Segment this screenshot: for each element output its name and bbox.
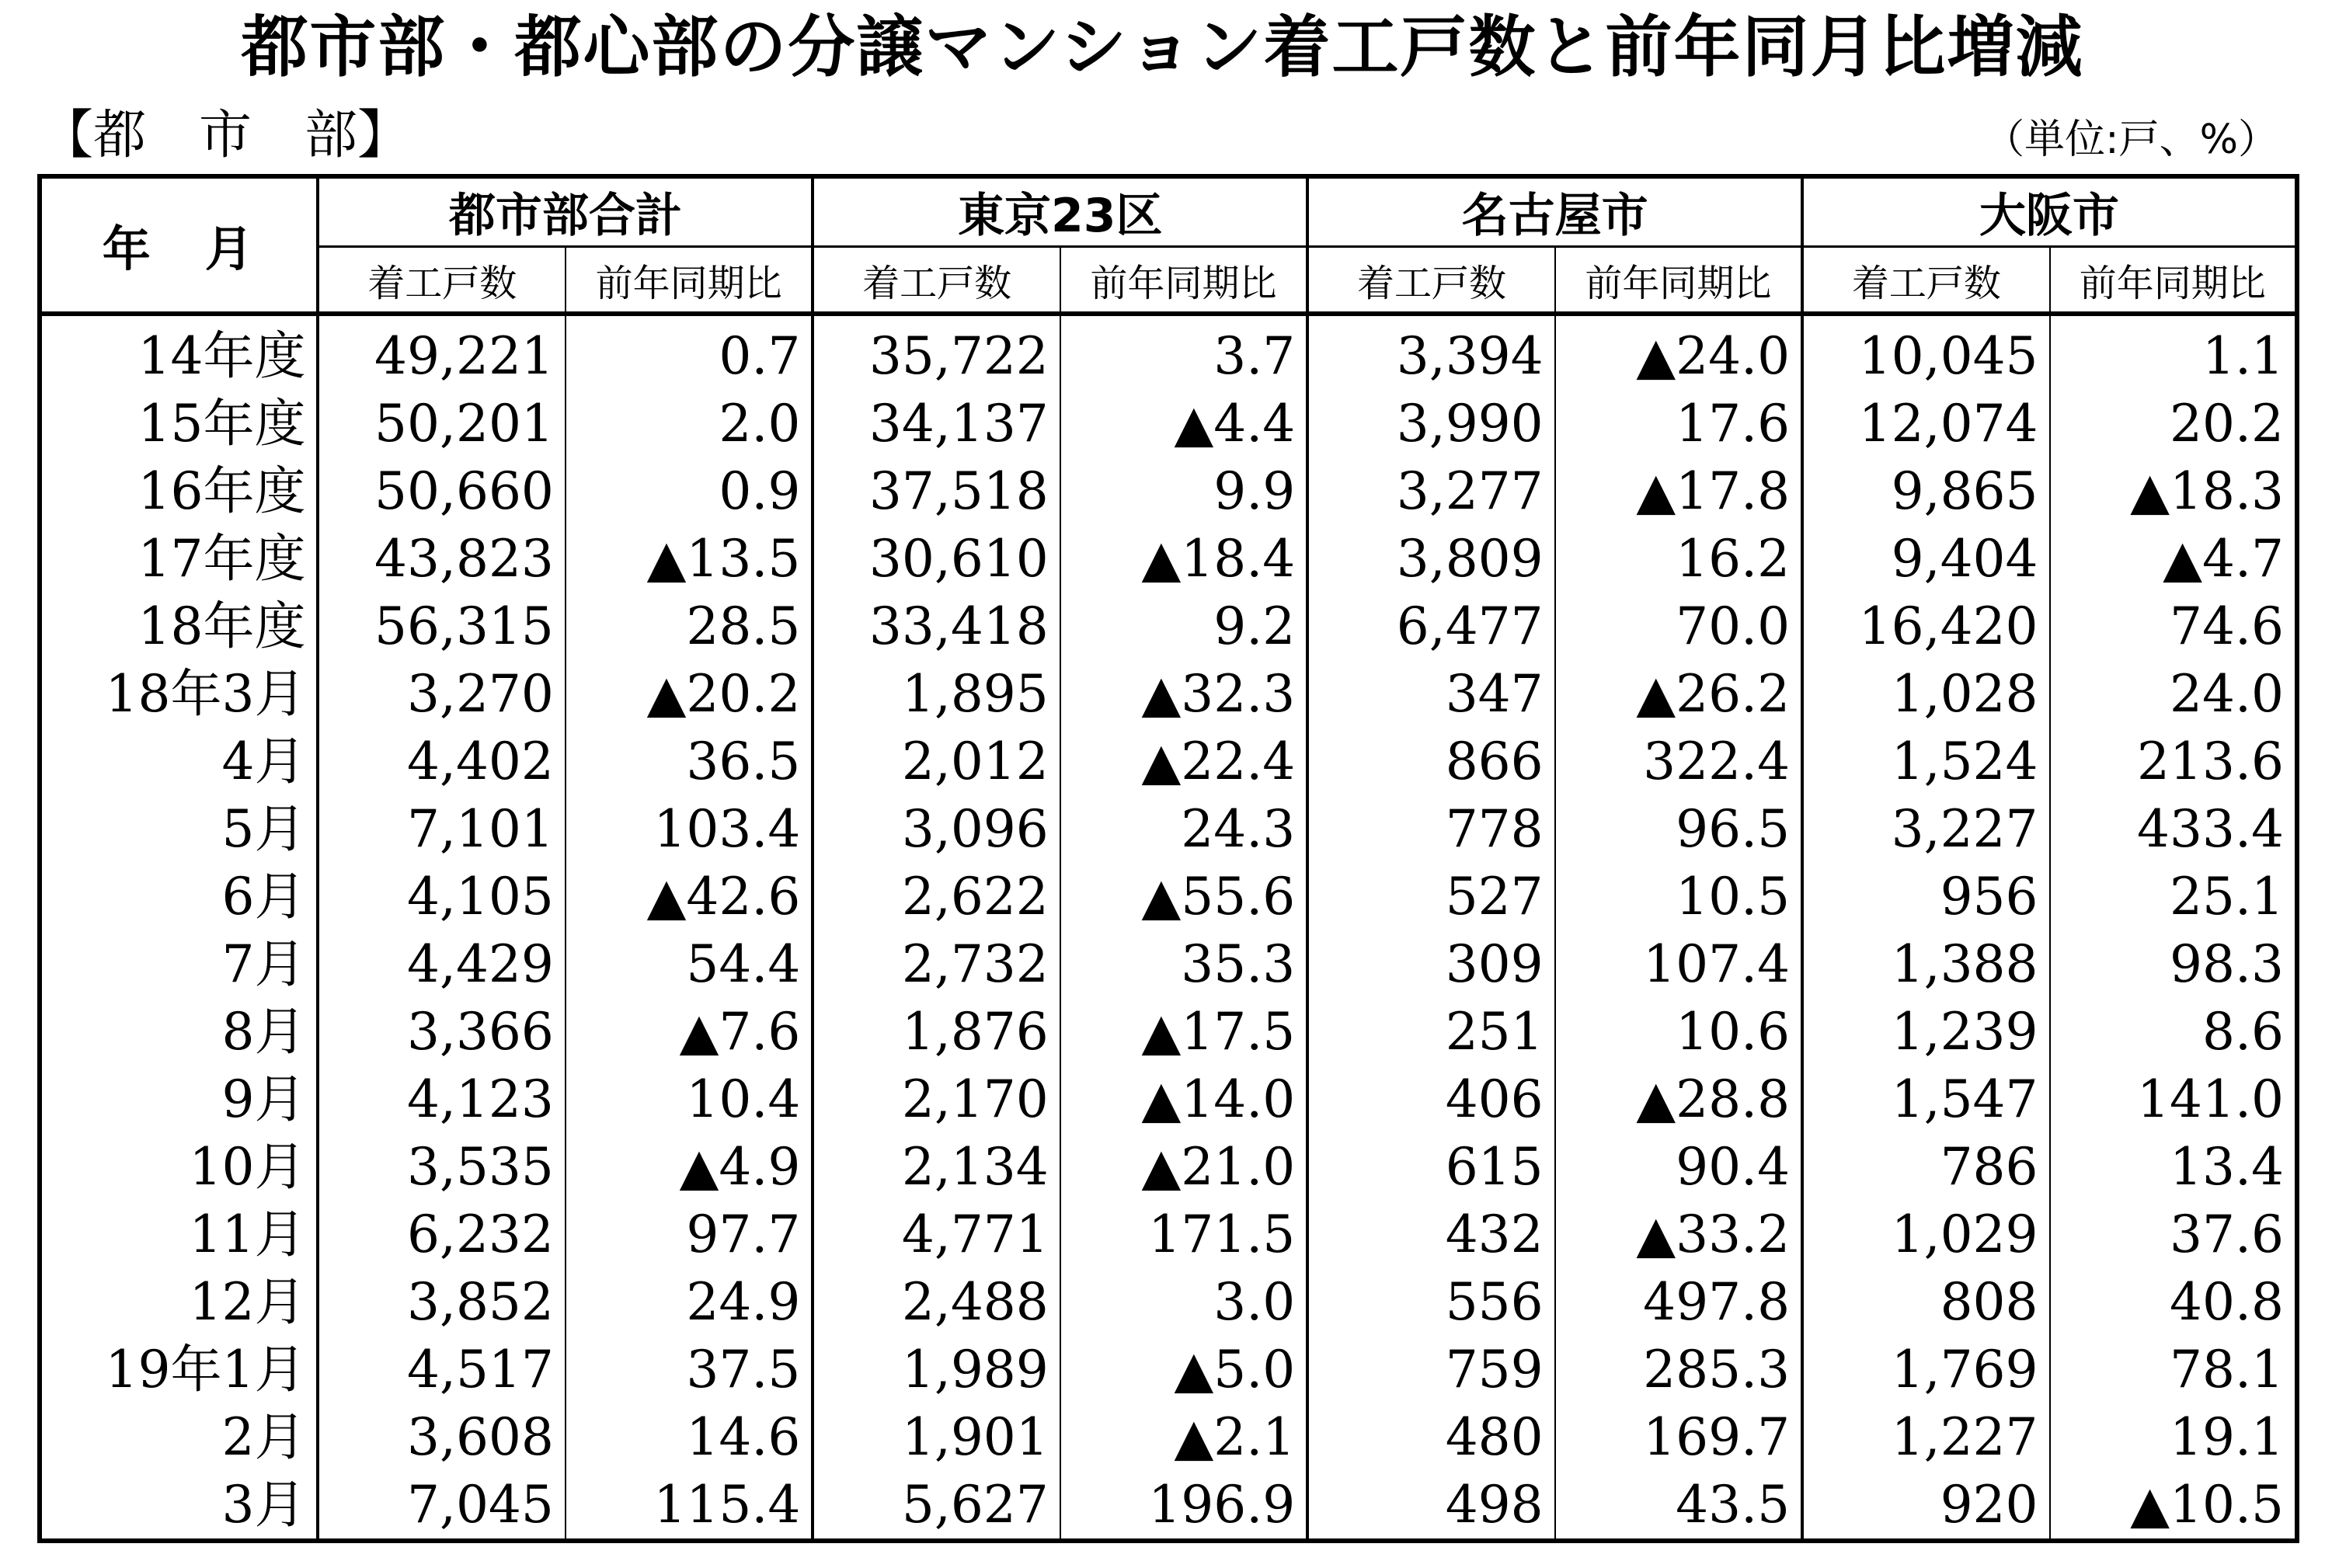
- table-row: [40, 1201, 2297, 1268]
- cell-tokyo-starts: 1,901: [813, 1403, 1060, 1471]
- cell-urban-total-starts: 7,101: [318, 795, 565, 863]
- cell-urban-total-yoy: 0.7: [566, 314, 813, 390]
- cell-urban-total-yoy: 2.0: [566, 390, 813, 457]
- cell-urban-total-yoy: 28.5: [566, 593, 813, 660]
- cell-nagoya-yoy: 107.4: [1555, 930, 1802, 998]
- cell-urban-total-starts: 3,852: [318, 1268, 565, 1336]
- row-label: 12月: [40, 1268, 318, 1336]
- cell-osaka-yoy: 19.1: [2050, 1403, 2297, 1471]
- row-label: 16年度: [40, 457, 318, 525]
- row-label: 7月: [40, 930, 318, 998]
- cell-osaka-yoy: 24.0: [2050, 660, 2297, 728]
- cell-tokyo-yoy: ▲55.6: [1060, 863, 1307, 930]
- cell-urban-total-starts: 4,517: [318, 1336, 565, 1403]
- cell-osaka-starts: 12,074: [1802, 390, 2049, 457]
- cell-urban-total-starts: 3,366: [318, 998, 565, 1066]
- group-header-nagoya: 名古屋市: [1307, 176, 1802, 247]
- cell-nagoya-starts: 759: [1307, 1336, 1554, 1403]
- cell-tokyo-yoy: 35.3: [1060, 930, 1307, 998]
- row-label: 2月: [40, 1403, 318, 1471]
- cell-tokyo-yoy: 9.2: [1060, 593, 1307, 660]
- year-month-header: 年 月: [40, 176, 318, 314]
- cell-nagoya-starts: 406: [1307, 1066, 1554, 1133]
- cell-tokyo-yoy: ▲18.4: [1060, 525, 1307, 593]
- row-label: 10月: [40, 1133, 318, 1201]
- cell-nagoya-starts: 498: [1307, 1471, 1554, 1541]
- cell-osaka-starts: 956: [1802, 863, 2049, 930]
- cell-urban-total-yoy: ▲7.6: [566, 998, 813, 1066]
- row-label: 9月: [40, 1066, 318, 1133]
- unit-label: （単位:戸、%）: [1984, 116, 2278, 163]
- cell-nagoya-yoy: ▲28.8: [1555, 1066, 1802, 1133]
- cell-urban-total-starts: 4,429: [318, 930, 565, 998]
- cell-urban-total-starts: 50,660: [318, 457, 565, 525]
- cell-nagoya-yoy: 70.0: [1555, 593, 1802, 660]
- cell-tokyo-starts: 34,137: [813, 390, 1060, 457]
- cell-tokyo-starts: 35,722: [813, 314, 1060, 390]
- group-header-osaka: 大阪市: [1802, 176, 2297, 247]
- cell-nagoya-yoy: 285.3: [1555, 1336, 1802, 1403]
- cell-tokyo-starts: 4,771: [813, 1201, 1060, 1268]
- cell-osaka-starts: 9,404: [1802, 525, 2049, 593]
- table-row: [40, 1471, 2297, 1541]
- cell-urban-total-yoy: ▲20.2: [566, 660, 813, 728]
- subheader-starts: 着工戸数: [318, 247, 565, 315]
- cell-nagoya-starts: 556: [1307, 1268, 1554, 1336]
- subheader-starts: 着工戸数: [1307, 247, 1554, 315]
- cell-nagoya-starts: 309: [1307, 930, 1554, 998]
- cell-osaka-yoy: 37.6: [2050, 1201, 2297, 1268]
- cell-urban-total-starts: 56,315: [318, 593, 565, 660]
- cell-osaka-starts: 1,769: [1802, 1336, 2049, 1403]
- cell-urban-total-starts: 4,105: [318, 863, 565, 930]
- cell-tokyo-starts: 2,622: [813, 863, 1060, 930]
- cell-tokyo-starts: 1,876: [813, 998, 1060, 1066]
- cell-tokyo-starts: 2,732: [813, 930, 1060, 998]
- cell-osaka-yoy: 78.1: [2050, 1336, 2297, 1403]
- table-row: [40, 930, 2297, 998]
- cell-osaka-yoy: 1.1: [2050, 314, 2297, 390]
- cell-urban-total-starts: 6,232: [318, 1201, 565, 1268]
- table-row: [40, 390, 2297, 457]
- table-row: [40, 863, 2297, 930]
- cell-urban-total-yoy: 115.4: [566, 1471, 813, 1541]
- cell-tokyo-starts: 30,610: [813, 525, 1060, 593]
- cell-tokyo-starts: 2,170: [813, 1066, 1060, 1133]
- cell-osaka-starts: 1,028: [1802, 660, 2049, 728]
- cell-osaka-yoy: 98.3: [2050, 930, 2297, 998]
- cell-osaka-yoy: 141.0: [2050, 1066, 2297, 1133]
- cell-nagoya-yoy: ▲33.2: [1555, 1201, 1802, 1268]
- cell-osaka-starts: 920: [1802, 1471, 2049, 1541]
- cell-tokyo-starts: 5,627: [813, 1471, 1060, 1541]
- cell-osaka-starts: 1,524: [1802, 728, 2049, 795]
- cell-urban-total-yoy: ▲42.6: [566, 863, 813, 930]
- row-label: 18年3月: [40, 660, 318, 728]
- cell-nagoya-starts: 527: [1307, 863, 1554, 930]
- table-row: [40, 998, 2297, 1066]
- cell-osaka-starts: 1,239: [1802, 998, 2049, 1066]
- cell-urban-total-yoy: 103.4: [566, 795, 813, 863]
- table-row: [40, 1403, 2297, 1471]
- cell-nagoya-yoy: 43.5: [1555, 1471, 1802, 1541]
- cell-urban-total-yoy: 14.6: [566, 1403, 813, 1471]
- cell-tokyo-yoy: 24.3: [1060, 795, 1307, 863]
- cell-tokyo-yoy: ▲2.1: [1060, 1403, 1307, 1471]
- cell-osaka-starts: 786: [1802, 1133, 2049, 1201]
- cell-urban-total-yoy: 37.5: [566, 1336, 813, 1403]
- cell-urban-total-yoy: 10.4: [566, 1066, 813, 1133]
- subheader-yoy: 前年同期比: [1060, 247, 1307, 315]
- cell-osaka-yoy: 40.8: [2050, 1268, 2297, 1336]
- cell-osaka-yoy: 8.6: [2050, 998, 2297, 1066]
- cell-nagoya-yoy: 10.6: [1555, 998, 1802, 1066]
- row-label: 19年1月: [40, 1336, 318, 1403]
- cell-osaka-yoy: ▲18.3: [2050, 457, 2297, 525]
- cell-osaka-yoy: 213.6: [2050, 728, 2297, 795]
- cell-osaka-starts: 1,388: [1802, 930, 2049, 998]
- cell-tokyo-starts: 1,989: [813, 1336, 1060, 1403]
- cell-urban-total-starts: 7,045: [318, 1471, 565, 1541]
- cell-nagoya-yoy: 10.5: [1555, 863, 1802, 930]
- cell-urban-total-yoy: 54.4: [566, 930, 813, 998]
- table-row: [40, 1133, 2297, 1201]
- row-label: 11月: [40, 1201, 318, 1268]
- cell-osaka-starts: 1,547: [1802, 1066, 2049, 1133]
- cell-tokyo-yoy: ▲22.4: [1060, 728, 1307, 795]
- cell-urban-total-starts: 3,270: [318, 660, 565, 728]
- row-label: 15年度: [40, 390, 318, 457]
- row-label: 6月: [40, 863, 318, 930]
- group-header-urban-total: 都市部合計: [318, 176, 813, 247]
- table-row: [40, 314, 2297, 390]
- cell-tokyo-yoy: ▲32.3: [1060, 660, 1307, 728]
- cell-nagoya-starts: 3,990: [1307, 390, 1554, 457]
- cell-tokyo-yoy: ▲14.0: [1060, 1066, 1307, 1133]
- cell-tokyo-yoy: 3.0: [1060, 1268, 1307, 1336]
- group-header-tokyo-23-wards: 東京23区: [813, 176, 1307, 247]
- cell-nagoya-starts: 3,809: [1307, 525, 1554, 593]
- cell-nagoya-yoy: 169.7: [1555, 1403, 1802, 1471]
- cell-nagoya-yoy: 17.6: [1555, 390, 1802, 457]
- cell-nagoya-starts: 251: [1307, 998, 1554, 1066]
- cell-osaka-yoy: ▲10.5: [2050, 1471, 2297, 1541]
- cell-nagoya-yoy: 497.8: [1555, 1268, 1802, 1336]
- subheader-yoy: 前年同期比: [2050, 247, 2297, 315]
- cell-osaka-starts: 1,029: [1802, 1201, 2049, 1268]
- row-label: 14年度: [40, 314, 318, 390]
- cell-urban-total-starts: 43,823: [318, 525, 565, 593]
- cell-urban-total-yoy: ▲13.5: [566, 525, 813, 593]
- cell-tokyo-yoy: ▲21.0: [1060, 1133, 1307, 1201]
- table-row: [40, 1268, 2297, 1336]
- cell-urban-total-yoy: 24.9: [566, 1268, 813, 1336]
- table-row: [40, 728, 2297, 795]
- cell-urban-total-yoy: ▲4.9: [566, 1133, 813, 1201]
- table-row: [40, 525, 2297, 593]
- table-row: [40, 1066, 2297, 1133]
- section-label: 【都 市 部】: [40, 105, 411, 166]
- cell-nagoya-starts: 866: [1307, 728, 1554, 795]
- cell-osaka-starts: 808: [1802, 1268, 2049, 1336]
- cell-osaka-yoy: 20.2: [2050, 390, 2297, 457]
- cell-nagoya-starts: 432: [1307, 1201, 1554, 1268]
- cell-urban-total-starts: 3,535: [318, 1133, 565, 1201]
- table-row: [40, 1336, 2297, 1403]
- cell-tokyo-starts: 37,518: [813, 457, 1060, 525]
- table-body: [40, 314, 2297, 1541]
- cell-tokyo-yoy: 9.9: [1060, 457, 1307, 525]
- cell-osaka-yoy: 433.4: [2050, 795, 2297, 863]
- row-label: 17年度: [40, 525, 318, 593]
- subheader-yoy: 前年同期比: [1555, 247, 1802, 315]
- cell-tokyo-starts: 2,488: [813, 1268, 1060, 1336]
- cell-osaka-yoy: ▲4.7: [2050, 525, 2297, 593]
- cell-osaka-yoy: 13.4: [2050, 1133, 2297, 1201]
- cell-urban-total-starts: 49,221: [318, 314, 565, 390]
- cell-nagoya-yoy: ▲26.2: [1555, 660, 1802, 728]
- table-row: [40, 795, 2297, 863]
- cell-urban-total-starts: 4,402: [318, 728, 565, 795]
- row-label: 4月: [40, 728, 318, 795]
- cell-tokyo-yoy: ▲4.4: [1060, 390, 1307, 457]
- cell-nagoya-yoy: 90.4: [1555, 1133, 1802, 1201]
- cell-nagoya-yoy: ▲24.0: [1555, 314, 1802, 390]
- cell-nagoya-starts: 6,477: [1307, 593, 1554, 660]
- cell-nagoya-starts: 347: [1307, 660, 1554, 728]
- table-row: [40, 593, 2297, 660]
- cell-osaka-yoy: 25.1: [2050, 863, 2297, 930]
- subheader-starts: 着工戸数: [813, 247, 1060, 315]
- cell-tokyo-starts: 2,012: [813, 728, 1060, 795]
- cell-nagoya-starts: 480: [1307, 1403, 1554, 1471]
- cell-tokyo-yoy: 3.7: [1060, 314, 1307, 390]
- cell-nagoya-yoy: 16.2: [1555, 525, 1802, 593]
- cell-osaka-yoy: 74.6: [2050, 593, 2297, 660]
- cell-osaka-starts: 10,045: [1802, 314, 2049, 390]
- row-label: 8月: [40, 998, 318, 1066]
- cell-urban-total-yoy: 36.5: [566, 728, 813, 795]
- cell-osaka-starts: 1,227: [1802, 1403, 2049, 1471]
- cell-urban-total-yoy: 97.7: [566, 1201, 813, 1268]
- page-title: 都市部・都心部の分譲マンション着工戸数と前年同月比増減: [241, 9, 2084, 86]
- cell-tokyo-yoy: ▲5.0: [1060, 1336, 1307, 1403]
- row-label: 5月: [40, 795, 318, 863]
- cell-nagoya-starts: 615: [1307, 1133, 1554, 1201]
- cell-tokyo-yoy: 171.5: [1060, 1201, 1307, 1268]
- cell-osaka-starts: 3,227: [1802, 795, 2049, 863]
- cell-nagoya-starts: 3,277: [1307, 457, 1554, 525]
- cell-nagoya-starts: 778: [1307, 795, 1554, 863]
- cell-tokyo-starts: 2,134: [813, 1133, 1060, 1201]
- cell-urban-total-yoy: 0.9: [566, 457, 813, 525]
- cell-osaka-starts: 16,420: [1802, 593, 2049, 660]
- cell-nagoya-yoy: 96.5: [1555, 795, 1802, 863]
- cell-osaka-starts: 9,865: [1802, 457, 2049, 525]
- cell-nagoya-yoy: ▲17.8: [1555, 457, 1802, 525]
- cell-tokyo-starts: 33,418: [813, 593, 1060, 660]
- cell-urban-total-starts: 4,123: [318, 1066, 565, 1133]
- cell-nagoya-starts: 3,394: [1307, 314, 1554, 390]
- cell-urban-total-starts: 3,608: [318, 1403, 565, 1471]
- cell-urban-total-starts: 50,201: [318, 390, 565, 457]
- row-label: 3月: [40, 1471, 318, 1541]
- cell-tokyo-yoy: ▲17.5: [1060, 998, 1307, 1066]
- table-row: [40, 457, 2297, 525]
- cell-nagoya-yoy: 322.4: [1555, 728, 1802, 795]
- housing-starts-table: [37, 174, 2299, 1543]
- subheader-yoy: 前年同期比: [566, 247, 813, 315]
- cell-tokyo-starts: 3,096: [813, 795, 1060, 863]
- table-row: [40, 660, 2297, 728]
- subheader-starts: 着工戸数: [1802, 247, 2049, 315]
- cell-tokyo-starts: 1,895: [813, 660, 1060, 728]
- row-label: 18年度: [40, 593, 318, 660]
- cell-tokyo-yoy: 196.9: [1060, 1471, 1307, 1541]
